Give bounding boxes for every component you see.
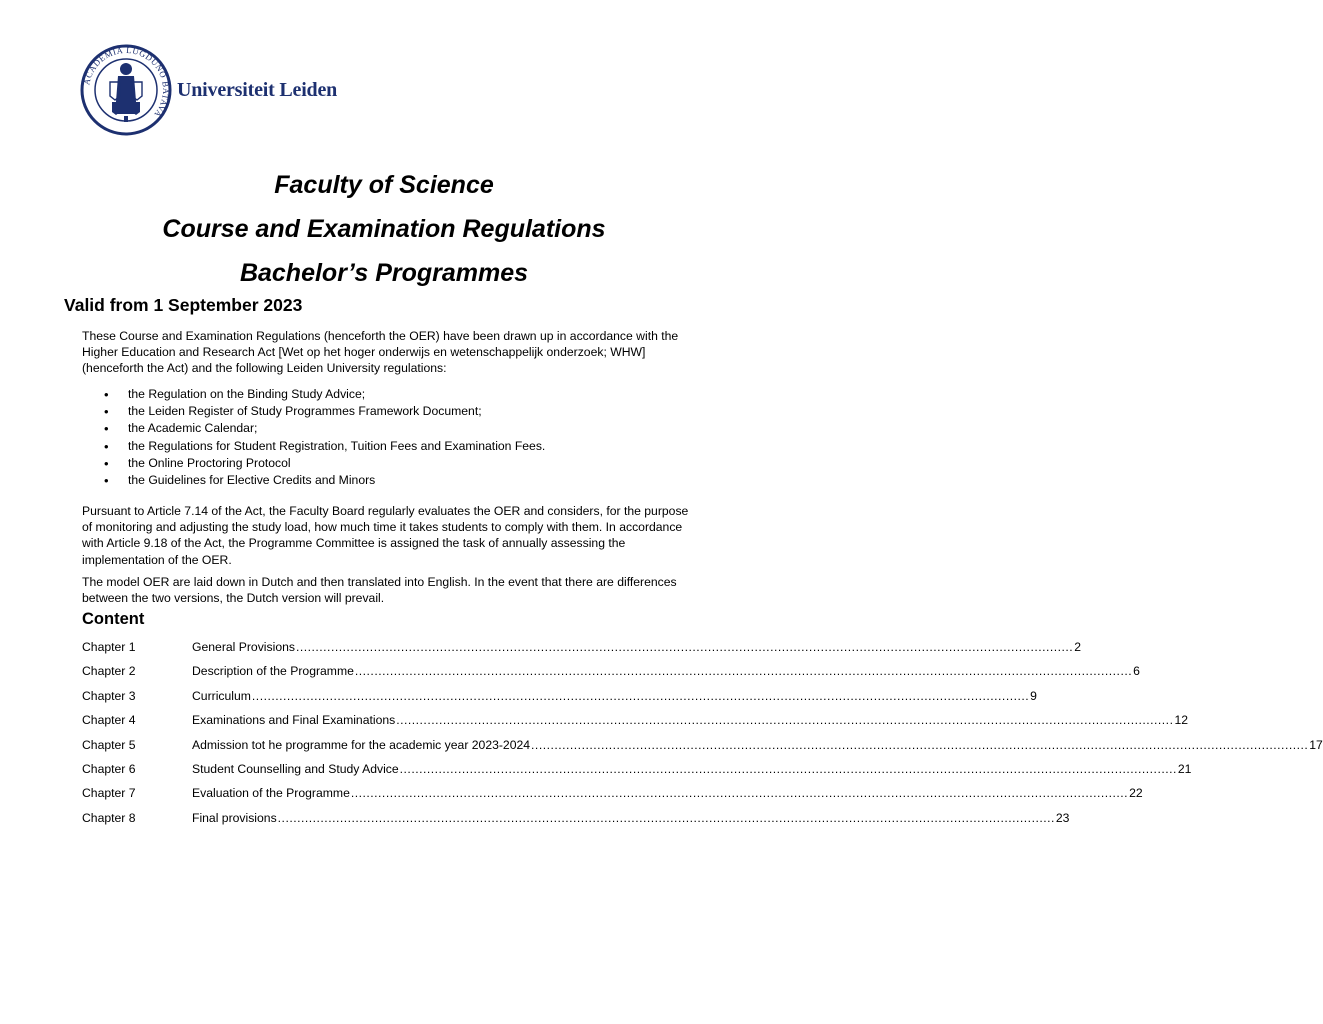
toc-row[interactable] [82, 810, 1070, 835]
toc-page-number: 22 [1129, 786, 1143, 801]
language-paragraph: The model OER are laid down in Dutch and then translated into English. In the event that there are differences between the two versions, the Dutch version will prevail. [82, 575, 677, 606]
toc-row[interactable] [82, 713, 1189, 737]
list-item [82, 472, 642, 489]
toc-chapter: Chapter 4 [82, 713, 136, 728]
bullet-icon: • [104, 473, 109, 489]
toc-page-number: 17 [1309, 737, 1323, 752]
toc-chapter: Chapter 1 [82, 640, 136, 654]
toc-leader-dots: ........................................................................................................................................................................................................ [277, 810, 1055, 825]
regulation-label: the Leiden Register of Study Programmes Framework Document; [128, 404, 482, 419]
toc-row[interactable] [82, 664, 1140, 688]
list-item [82, 386, 642, 403]
toc-chapter: Chapter 6 [82, 761, 136, 776]
document-title [0, 163, 768, 295]
toc-title: Evaluation of the Programme [192, 786, 350, 801]
content-heading: Content [82, 610, 145, 628]
regulation-label: the Guidelines for Elective Credits and Minors [128, 473, 376, 488]
toc-title: Student Counselling and Study Advice [192, 761, 399, 776]
toc-page-number: 12 [1174, 713, 1189, 728]
toc-title: General Provisions [192, 640, 295, 654]
toc-row[interactable] [82, 688, 1037, 713]
toc-chapter: Chapter 8 [82, 810, 136, 825]
intro-paragraph: These Course and Examination Regulations (henceforth the OER) have been drawn up in accordance with the Higher Education and Research Act [Wet op het hoger onderwijs en wetenschappelijk onderzoek; WHW] (henceforth the Act) and the following Leiden University regulations: [82, 329, 679, 376]
toc-page-number: 21 [1177, 761, 1192, 776]
list-item [82, 438, 642, 455]
list-item [82, 420, 642, 437]
toc-row[interactable] [82, 786, 1143, 810]
bullet-icon: • [104, 455, 109, 471]
toc-page-number: 9 [1030, 688, 1037, 703]
title-faculty: Faculty of Science [274, 171, 494, 199]
toc-title: Examinations and Final Examinations [192, 713, 396, 728]
title-programmes: Bachelor’s Programmes [239, 259, 529, 287]
toc-leader-dots: ........................................................................................................................................................................................................ [350, 786, 1129, 801]
valid-from-heading: Valid from 1 September 2023 [64, 295, 303, 315]
svg-text:ACADEMIA LUGDUNO BATAVA: ACADEMIA LUGDUNO BATAVA [81, 44, 172, 120]
regulation-label: the Online Proctoring Protocol [128, 455, 291, 470]
toc-title: Curriculum [192, 688, 251, 703]
toc-page-number: 23 [1055, 810, 1070, 825]
list-item [82, 455, 642, 472]
toc-page-number: 2 [1074, 640, 1081, 654]
regulation-label: the Regulations for Student Registration, Tuition Fees and Examination Fees. [128, 438, 546, 453]
title-regulations: Course and Examination Regulations [162, 215, 606, 243]
toc-row[interactable] [82, 761, 1192, 786]
bullet-icon: • [104, 421, 109, 437]
toc-leader-dots: ........................................................................................................................................................................................................ [295, 640, 1074, 654]
toc-leader-dots: ........................................................................................................................................................................................................ [399, 761, 1177, 776]
toc-title: Final provisions [192, 810, 277, 825]
university-name: Universiteit Leiden [177, 78, 338, 101]
toc-page-number: 6 [1133, 664, 1140, 679]
bullet-icon: • [104, 387, 109, 402]
toc-leader-dots: ........................................................................................................................................................................................................ [396, 713, 1174, 728]
regulation-label: the Regulation on the Binding Study Advice; [128, 387, 366, 401]
toc-leader-dots: ........................................................................................................................................................................................................ [354, 664, 1133, 679]
university-logo [80, 42, 338, 138]
bullet-icon: • [104, 404, 109, 420]
list-item [82, 403, 642, 420]
toc-row[interactable] [82, 737, 1323, 762]
toc-chapter: Chapter 2 [82, 664, 136, 679]
toc-title: Description of the Programme [192, 664, 354, 679]
toc-chapter: Chapter 7 [82, 786, 136, 801]
evaluation-paragraph: Pursuant to Article 7.14 of the Act, the Faculty Board regularly evaluates the OER and considers, for the purpose of monitoring and adjusting the study load, how much time it takes students to comply with them. In accordance with Article 9.18 of the Act, the Programme Committee is assigned the task of annually assessing the implementation of the OER. [82, 504, 689, 567]
toc-row[interactable] [82, 640, 1081, 664]
toc-chapter: Chapter 3 [82, 688, 136, 703]
toc-title: Admission tot he programme for the academic year 2023-2024 [192, 737, 531, 752]
regulations-list [82, 386, 642, 489]
bullet-icon: • [104, 438, 109, 454]
toc-chapter: Chapter 5 [82, 737, 136, 752]
leiden-seal-icon [80, 44, 172, 136]
table-of-contents [82, 640, 1323, 835]
toc-leader-dots: ........................................................................................................................................................................................................ [531, 737, 1309, 752]
toc-leader-dots: ........................................................................................................................................................................................................ [251, 688, 1030, 703]
regulation-label: the Academic Calendar; [128, 421, 258, 436]
